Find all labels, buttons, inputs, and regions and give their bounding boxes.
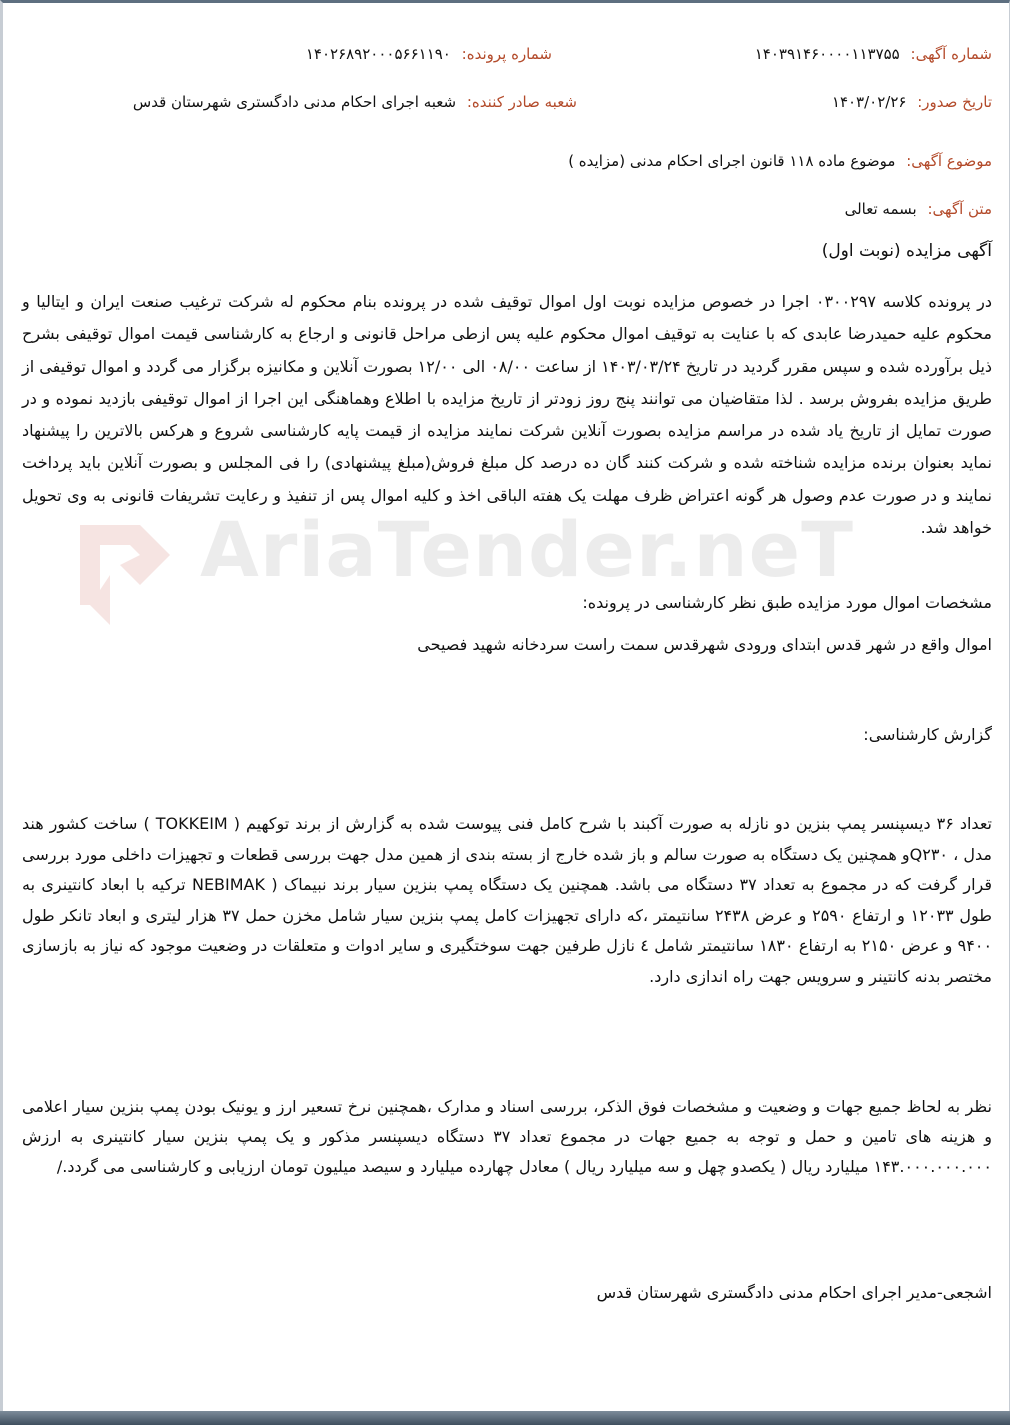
bottom-bar — [0, 1411, 1010, 1425]
auction-paragraph: در پرونده کلاسه ۰۳۰۰۲۹۷ اجرا در خصوص مزایده نوبت اول اموال توقیف شده در پرونده بنام محکوم له شرکت ترغیب صنعت ایران و ایتالیا و محکوم علیه حمیدرضا عابدی که با عنایت به توقیف اموال محکوم علیه پس ازطی مراحل قانونی و ارجاع به کارشناسی قیمت اموال توقیفی بشرح ذیل برآورده شده و سپس مقرر گردید در تاریخ ۱۴۰۳/۰۳/۲۴ از ساعت ۰۸/۰۰ الی ۱۲/۰۰ بصورت آنلاین و مکانیزه برگزار می گردد و اموال توقیفی از طریق مزایده بفروش برسد . لذا متقاضیان می توانند پنج روز زودتر از تاریخ مزایده با اطلاع وهماهنگی این اجرا از اموال توقیفی بازدید نموده و در صورت تمایل از تاریخ یاد شده در مراسم مزایده بصورت آنلاین شرکت نمایند مزایده از قیمت پایه کارشناسی شروع و هرکس بالاترین را پیشنهاد نماید بعنوان برنده مزایده شناخته شده و شرکت کنند گان ده درصد کل مبلغ فروش(مبلغ پیشنهادی) را فی المجلس و بصورت آنلاین باید پرداخت نمایند و در صورت عدم وصول هر گونه اعتراض ظرف مهلت یک هفته الباقی اخذ و کلیه اموال پس از تنفیذ و رعایت تشریفات قانونی به وی تحویل خواهد شد. — [22, 292, 993, 538]
case-number-label: شماره پرونده: — [461, 45, 552, 63]
property-location: اموال واقع در شهر قدس ابتدای ورودی شهرقدس سمت راست سردخانه شهید فصیحی — [417, 635, 992, 654]
subject-label: موضوع آگهی: — [906, 152, 992, 170]
ad-number-row — [755, 45, 992, 63]
ad-number-label: شماره آگهی: — [910, 45, 992, 63]
case-number-value: ۱۴۰۲۶۸۹۲۰۰۰۵۶۶۱۱۹۰ — [305, 45, 451, 63]
text-value: بسمه تعالی — [844, 200, 917, 218]
subject-row — [568, 152, 992, 170]
expert-report-paragraph: تعداد ۳۶ دیسپنسر پمپ بنزین دو نازله به صورت آکبند با شرح کامل فنی پیوست شده به گزارش از برند توکهیم ( TOKKEIM ) ساخت کشور هند مدل ، Q۲۳۰و همچنین یک دستگاه به صورت سالم و باز شده خارج از بسته بندی از همین مدل جهت بررسی قطعات و تجهیزات داخلی مورد بررسی قرار گرفت که در مجموع به تعداد ۳۷ دستگاه می باشد. همچنین یک دستگاه پمپ بنزین سیار برند نبیماک ( NEBIMAK ترکیه با ابعاد کانتینری به طول ۱۲۰۳۳ و ارتفاع ۲۵۹۰ و عرض ۲۴۳۸ سانتیمتر ،که دارای تجهیزات کامل پمپ بنزین سیار شامل مخزن حمل ۳۷ هزار لیتری و ابعاد تانکر طول ۹۴۰۰ و عرض ۲۱۵۰ به ارتفاع ۱۸۳۰ سانتیمتر شامل ٤ نازل طرفین جهت سوختگیری و سایر ادوات و متعلقات در وضعیت موجود که نیاز به بازسازی مختصر بدنه کانتینر و سرویس جهت راه اندازی دارد. — [22, 814, 993, 986]
text-row — [845, 200, 992, 218]
expert-report-heading: گزارش کارشناسی: — [863, 725, 992, 744]
issue-date-row — [832, 93, 992, 111]
signature: اشجعی-مدیر اجرای احکام مدنی دادگستری شهرستان قدس — [596, 1283, 992, 1302]
issuer-row — [133, 93, 577, 111]
issue-date-value: ۱۴۰۳/۰۲/۲۶ — [831, 93, 907, 111]
issue-date-label: تاریخ صدور: — [917, 93, 992, 111]
case-number-row — [306, 45, 552, 63]
issuer-label: شعبه صادر کننده: — [466, 93, 577, 111]
specs-heading: مشخصات اموال مورد مزایده طبق نظر کارشناسی در پرونده: — [582, 593, 992, 612]
valuation-paragraph: نظر به لحاظ جمیع جهات و وضعیت و مشخصات فوق الذکر، بررسی اسناد و مدارک ،همچنین نرخ تسعیر ارز و یونیک بودن پمپ بنزین سیار اعلامی و هزینه های تامین و حمل و توجه به جمیع جهات در مجموع تعداد ۳۷ دستگاه دیسپنسر مذکور و یک پمپ بنزین سیار کانتینری به ارزش ۱۴۳.۰۰۰.۰۰۰.۰۰۰ میلیارد ریال ( یکصدو چهل و سه میلیارد ریال ) معادل چهارده میلیارد و سیصد میلیون تومان ارزیابی و کارشناسی می گردد./ — [22, 1097, 992, 1176]
subject-value: موضوع ماده ۱۱۸ قانون اجرای احکام مدنی (مزایده ) — [568, 152, 896, 170]
announcement-title: آگهی مزایده (نوبت اول) — [821, 241, 992, 261]
issuer-value: شعبه اجرای احکام مدنی دادگستری شهرستان قدس — [132, 93, 457, 111]
watermark-text: AriaTender.neT — [200, 505, 854, 594]
ad-number-value: ۱۴۰۳۹۱۴۶۰۰۰۰۱۱۳۷۵۵ — [754, 45, 900, 63]
text-label: متن آگهی: — [927, 200, 992, 218]
